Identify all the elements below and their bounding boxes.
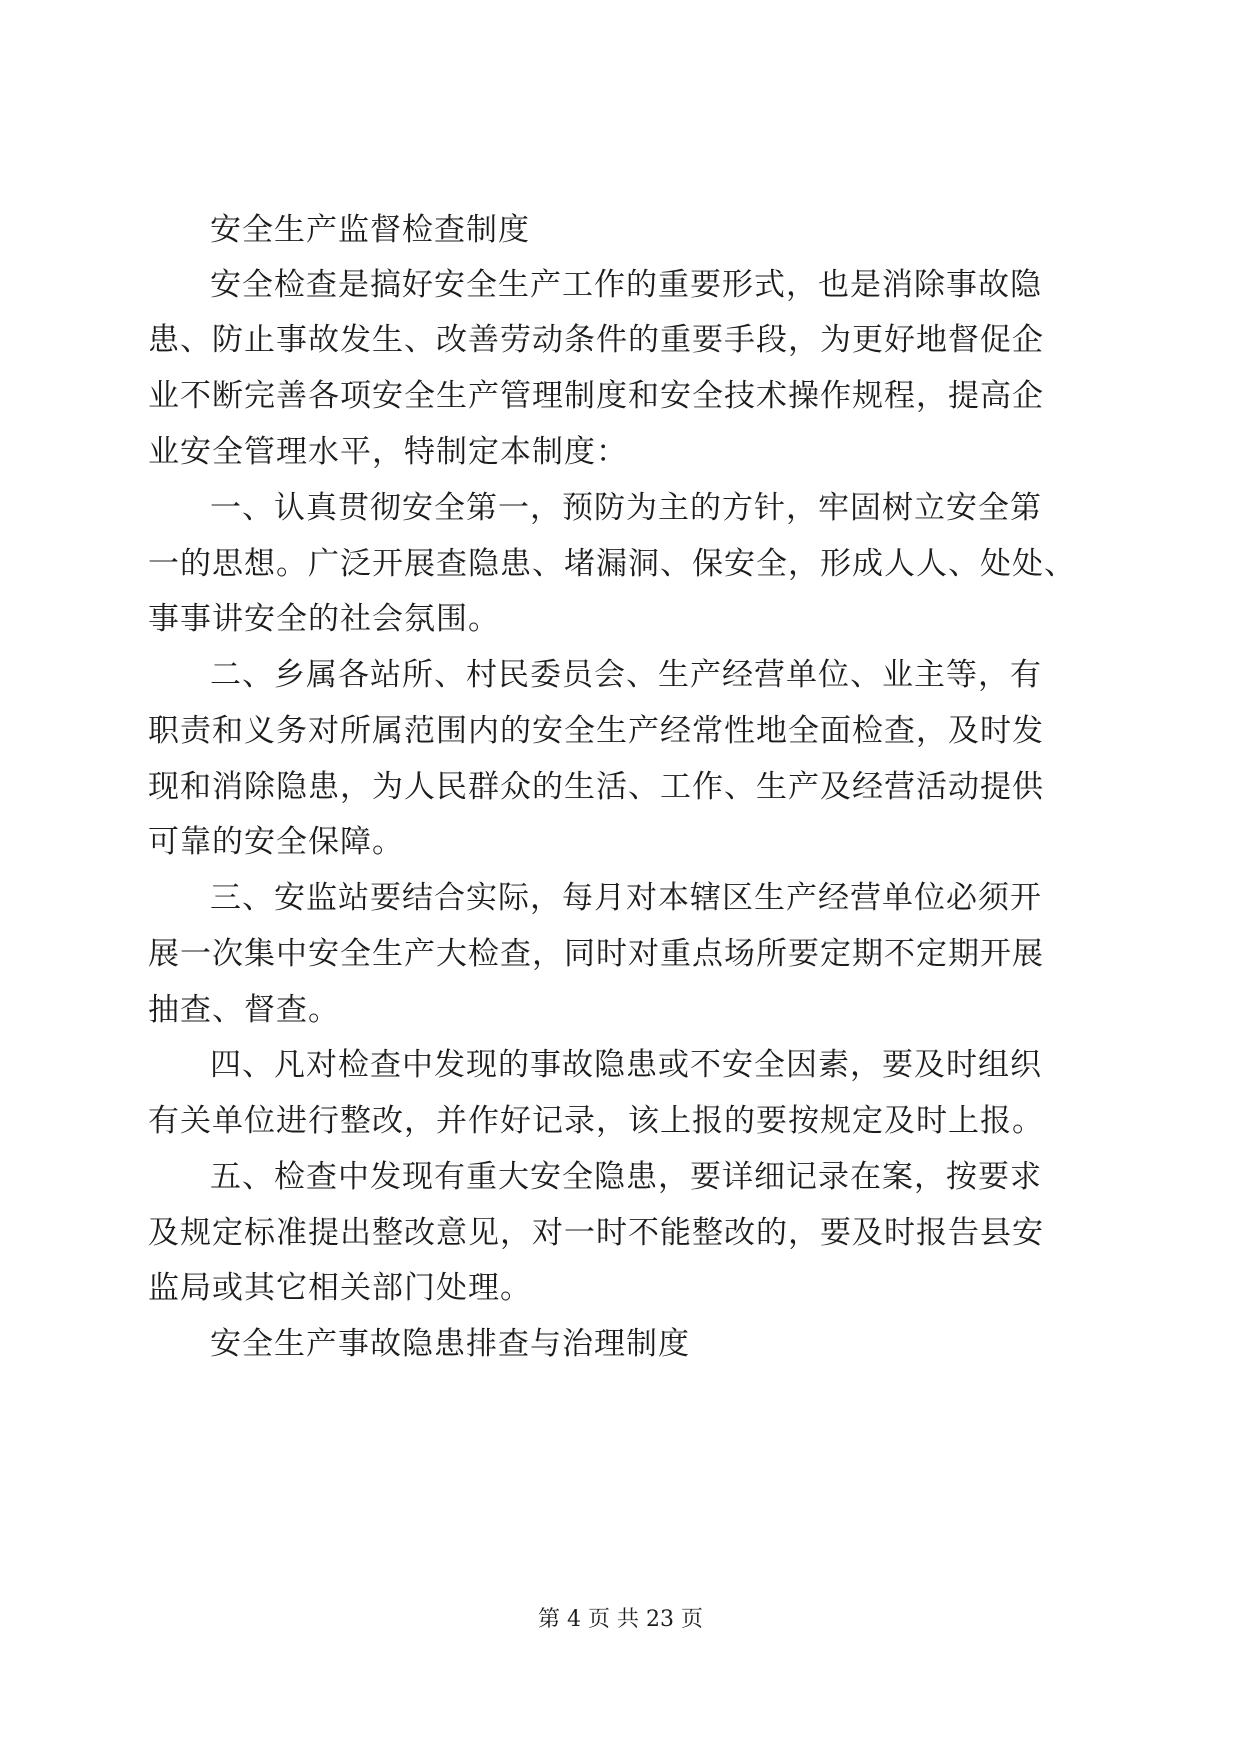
paragraph-line: 有关单位进行整改，并作好记录，该上报的要按规定及时上报。 (148, 1103, 1044, 1139)
paragraph-line: 五、检查中发现有重大安全隐患，要详细记录在案，按要求 (210, 1159, 1042, 1195)
paragraph-line: 监局或其它相关部门处理。 (148, 1270, 532, 1306)
paragraph-line: 安全检查是搞好安全生产工作的重要形式，也是消除事故隐 (210, 267, 1042, 303)
paragraph-line: 可靠的安全保障。 (148, 824, 404, 860)
paragraph-line: 事事讲安全的社会氛围。 (148, 601, 500, 637)
paragraph-line: 一的思想。广泛开展查隐患、堵漏洞、保安全，形成人人、处处、 (148, 546, 1076, 582)
page-footer: 第 4 页 共 23 页 (538, 1607, 703, 1632)
paragraph-line: 一、认真贯彻安全第一，预防为主的方针，牢固树立安全第 (210, 490, 1042, 526)
paragraph-line: 职责和义务对所属范围内的安全生产经常性地全面检查，及时发 (148, 713, 1044, 749)
paragraph-line: 展一次集中安全生产大检查，同时对重点场所要定期不定期开展 (148, 936, 1044, 972)
paragraph-line: 四、凡对检查中发现的事故隐患或不安全因素，要及时组织 (210, 1047, 1042, 1083)
paragraph-line: 业不断完善各项安全生产管理制度和安全技术操作规程，提高企 (148, 378, 1044, 414)
paragraph-line: 二、乡属各站所、村民委员会、生产经营单位、业主等，有 (210, 657, 1042, 693)
section-heading: 安全生产事故隐患排查与治理制度 (210, 1326, 690, 1362)
paragraph-line: 业安全管理水平，特制定本制度： (148, 434, 628, 470)
section-heading: 安全生产监督检查制度 (210, 212, 530, 248)
paragraph-line: 三、安监站要结合实际，每月对本辖区生产经营单位必须开 (210, 880, 1042, 916)
paragraph-line: 患、防止事故发生、改善劳动条件的重要手段，为更好地督促企 (148, 322, 1044, 358)
paragraph-line: 及规定标准提出整改意见，对一时不能整改的，要及时报告县安 (148, 1215, 1044, 1251)
paragraph-line: 抽查、督查。 (148, 992, 340, 1028)
paragraph-line: 现和消除隐患，为人民群众的生活、工作、生产及经营活动提供 (148, 769, 1044, 805)
